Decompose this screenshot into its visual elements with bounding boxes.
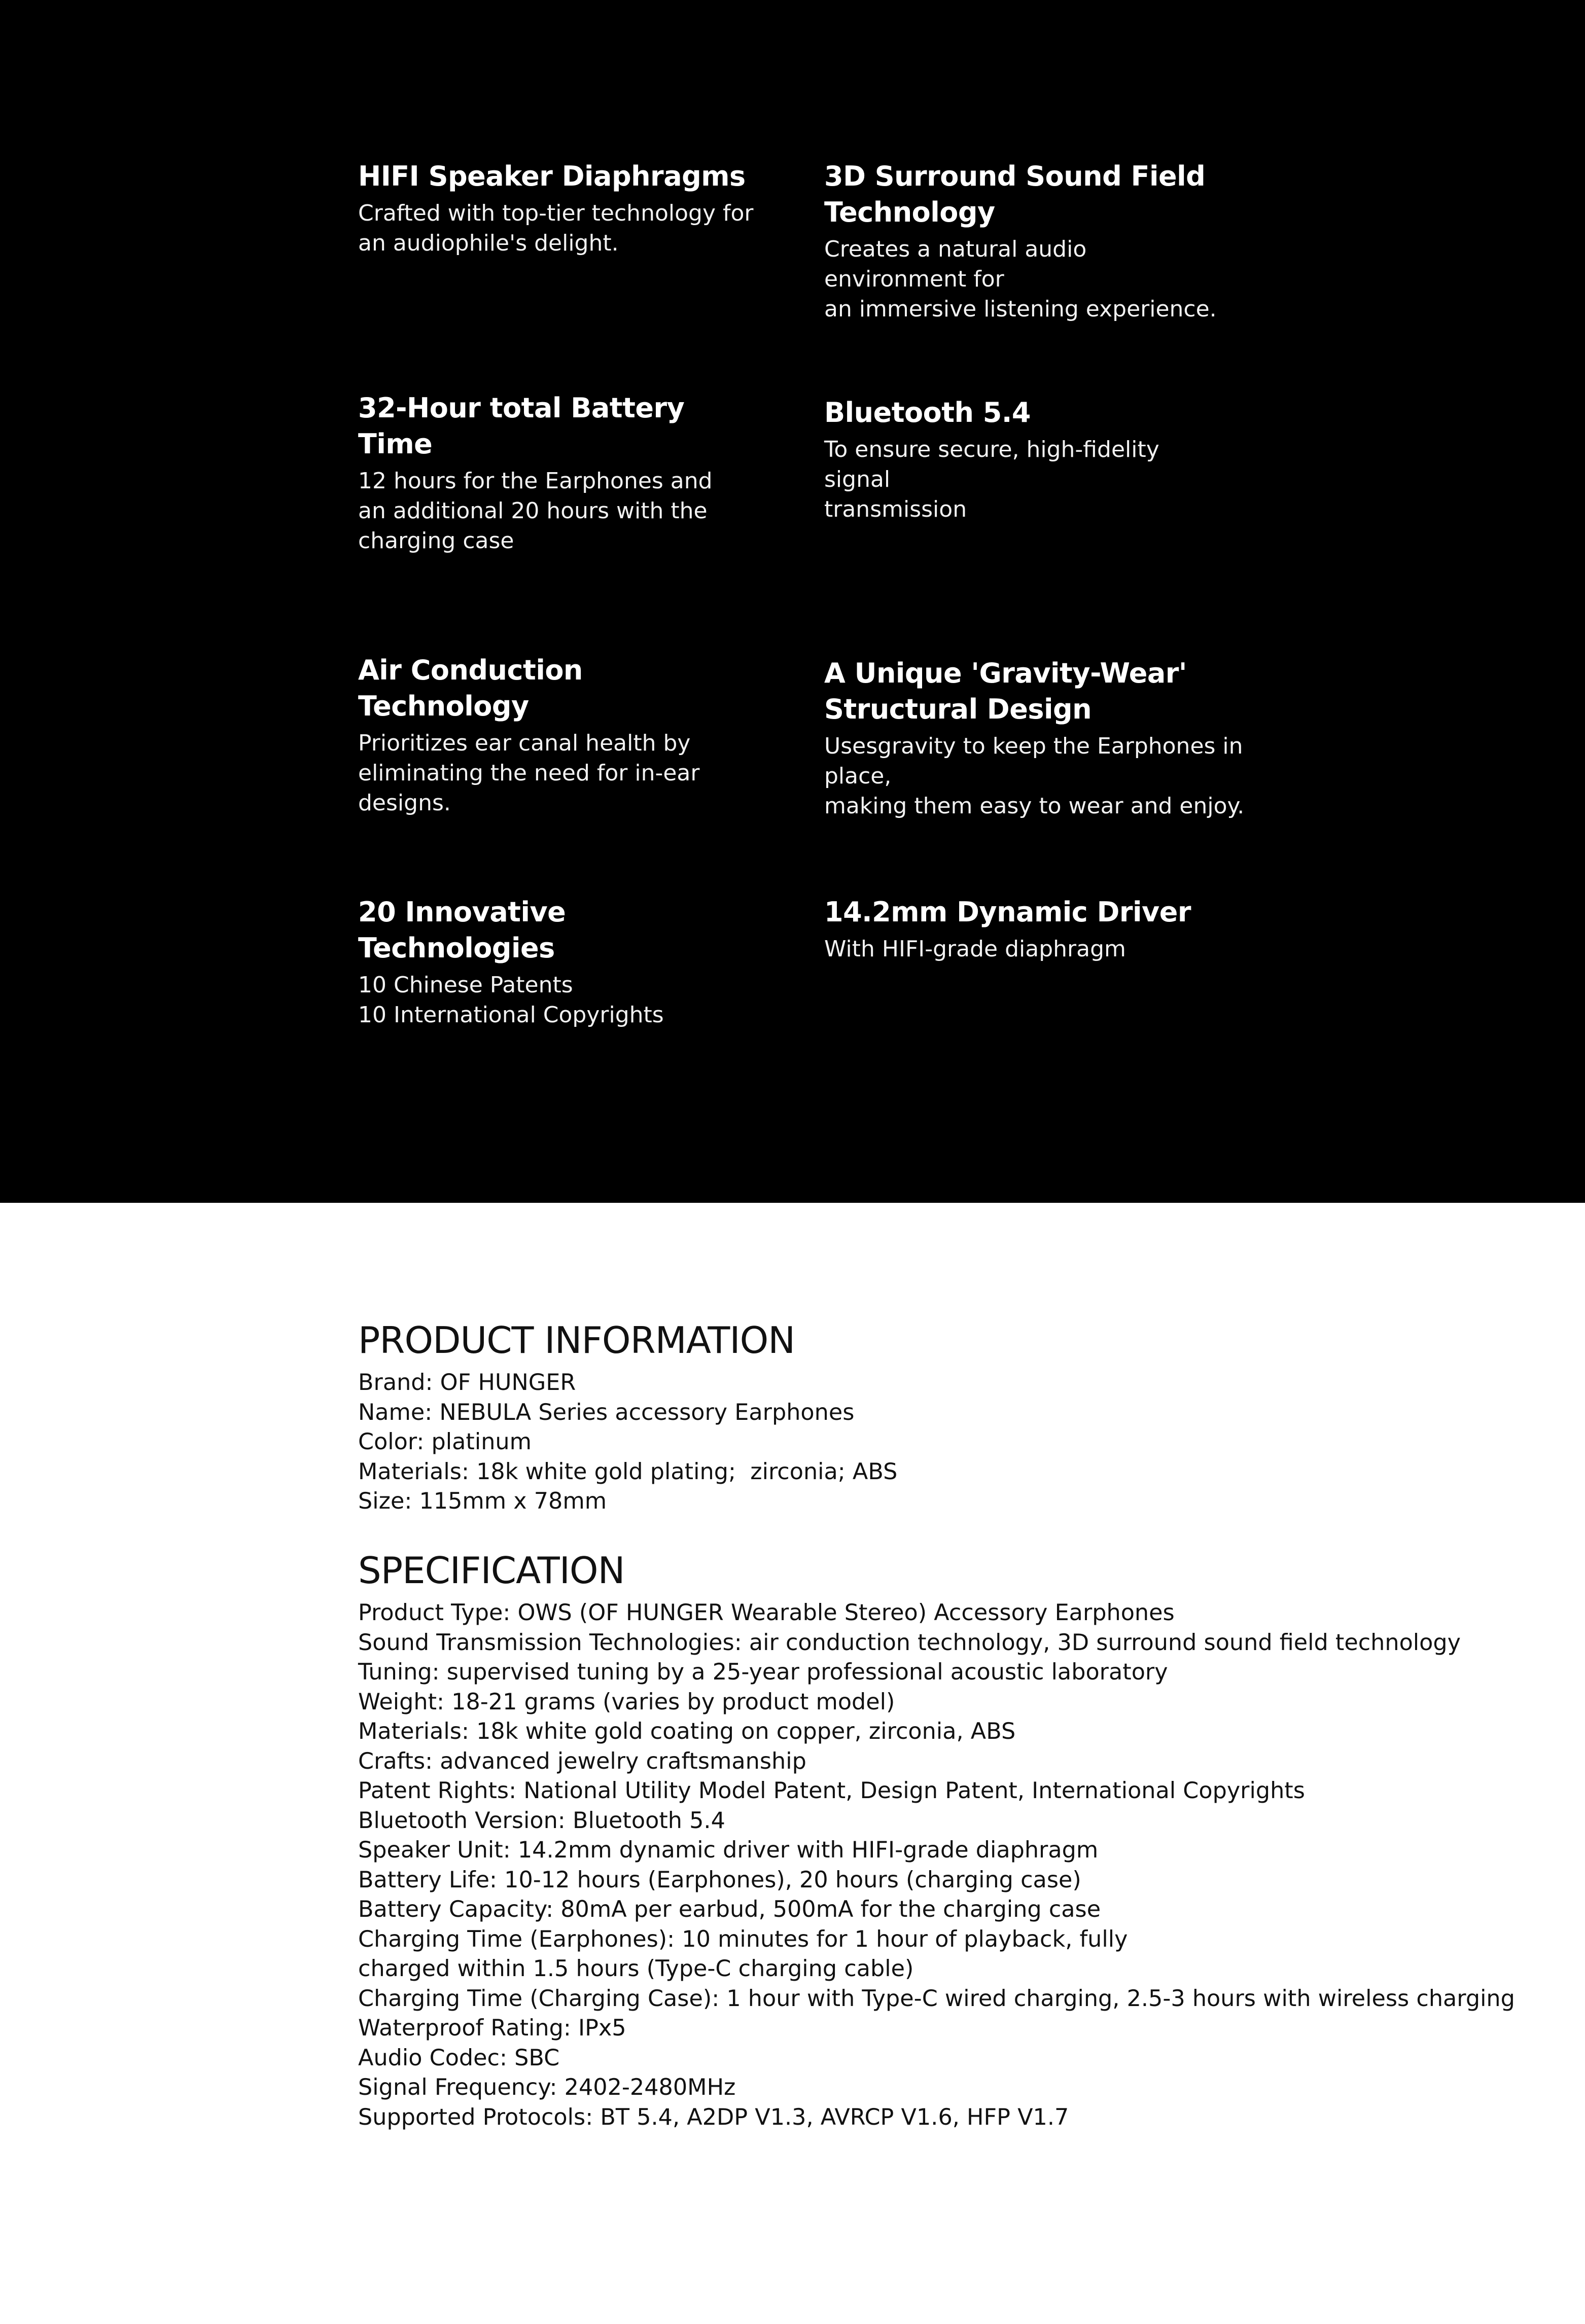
product-info-line: Size: 115mm x 78mm [358, 1488, 607, 1514]
spec-line: Sound Transmission Technologies: air conduction technology, 3D surround sound field technology [358, 1629, 1461, 1656]
spec-line: Crafts: advanced jewelry craftsmanship [358, 1748, 806, 1774]
spec-line: Patent Rights: National Utility Model Patent, Design Patent, International Copyrights [358, 1778, 1305, 1804]
feature-description: Prioritizes ear canal health by eliminating the need for in-ear designs. [358, 730, 700, 816]
spec-line: Charging Time (Charging Case): 1 hour with Type-C wired charging, 2.5-3 hours with wireless charging [358, 1985, 1515, 2012]
specification-section [358, 1548, 1525, 2132]
spec-line: Supported Protocols: BT 5.4, A2DP V1.3, AVRCP V1.6, HFP V1.7 [358, 2104, 1069, 2130]
spec-line: Charging Time (Earphones): 10 minutes for 1 hour of playback, fully [358, 1926, 1128, 1952]
feature-title: 14.2mm Dynamic Driver [824, 896, 1191, 928]
feature-3d-surround-sound [824, 158, 1220, 324]
feature-hifi-speaker-diaphragms [358, 158, 754, 258]
specification-heading: SPECIFICATION [358, 1549, 625, 1592]
feature-bluetooth [824, 395, 1220, 524]
feature-air-conduction [358, 652, 754, 818]
product-information-heading: PRODUCT INFORMATION [358, 1319, 795, 1362]
product-info-line: Brand: OF HUNGER [358, 1370, 576, 1396]
feature-gravity-wear [824, 655, 1281, 821]
feature-description: 10 Chinese Patents 10 International Copyrights [358, 972, 664, 1028]
spec-line: Waterproof Rating: IPx5 [358, 2015, 626, 2041]
product-information-section [358, 1317, 1525, 1517]
product-info-line: Materials: 18k white gold plating; zirconia; ABS [358, 1458, 898, 1485]
spec-line: Materials: 18k white gold coating on copper, zirconia, ABS [358, 1719, 1016, 1744]
product-info-line: Name: NEBULA Series accessory Earphones [358, 1399, 855, 1425]
feature-battery-time [358, 390, 754, 556]
spec-line: Tuning: supervised tuning by a 25-year professional acoustic laboratory [358, 1659, 1168, 1685]
feature-innovative-technologies [358, 894, 754, 1030]
spec-line: Bluetooth Version: Bluetooth 5.4 [358, 1807, 725, 1834]
spec-line: Audio Codec: SBC [358, 2045, 560, 2071]
feature-title: 20 Innovative Technologies [358, 896, 566, 964]
feature-description: Crafted with top-tier technology for an audiophile's delight. [358, 200, 754, 256]
spec-line: Battery Capacity: 80mA per earbud, 500mA for the charging case [358, 1897, 1101, 1922]
spec-line: Weight: 18-21 grams (varies by product model) [358, 1689, 895, 1715]
feature-title: Air Conduction Technology [358, 654, 583, 722]
feature-description: Usesgravity to keep the Earphones in place, making them easy to wear and enjoy. [824, 733, 1245, 819]
feature-description: To ensure secure, high-fidelity signal transmission [824, 437, 1159, 522]
spec-line: Speaker Unit: 14.2mm dynamic driver with HIFI-grade diaphragm [358, 1837, 1099, 1863]
feature-description: Creates a natural audio environment for an immersive listening experience. [824, 236, 1217, 322]
feature-description: 12 hours for the Earphones and an additional 20 hours with the charging case [358, 468, 713, 554]
spec-line: Battery Life: 10-12 hours (Earphones), 20 hours (charging case) [358, 1867, 1081, 1893]
spec-line: Signal Frequency: 2402-2480MHz [358, 2075, 736, 2100]
feature-title: A Unique 'Gravity-Wear' Structural Design [824, 657, 1187, 725]
spec-line: Product Type: OWS (OF HUNGER Wearable Stereo) Accessory Earphones [358, 1600, 1175, 1626]
feature-title: 32-Hour total Battery Time [358, 392, 685, 460]
feature-description: With HIFI-grade diaphragm [824, 936, 1126, 962]
feature-dynamic-driver [824, 894, 1220, 964]
feature-title: 3D Surround Sound Field Technology [824, 160, 1206, 228]
product-info-line: Color: platinum [358, 1429, 532, 1455]
product-information-list [358, 1368, 1525, 1517]
spec-line: charged within 1.5 hours (Type-C charging cable) [358, 1956, 914, 1982]
feature-title: Bluetooth 5.4 [824, 397, 1031, 428]
feature-title: HIFI Speaker Diaphragms [358, 160, 746, 192]
specification-list [358, 1598, 1525, 2132]
